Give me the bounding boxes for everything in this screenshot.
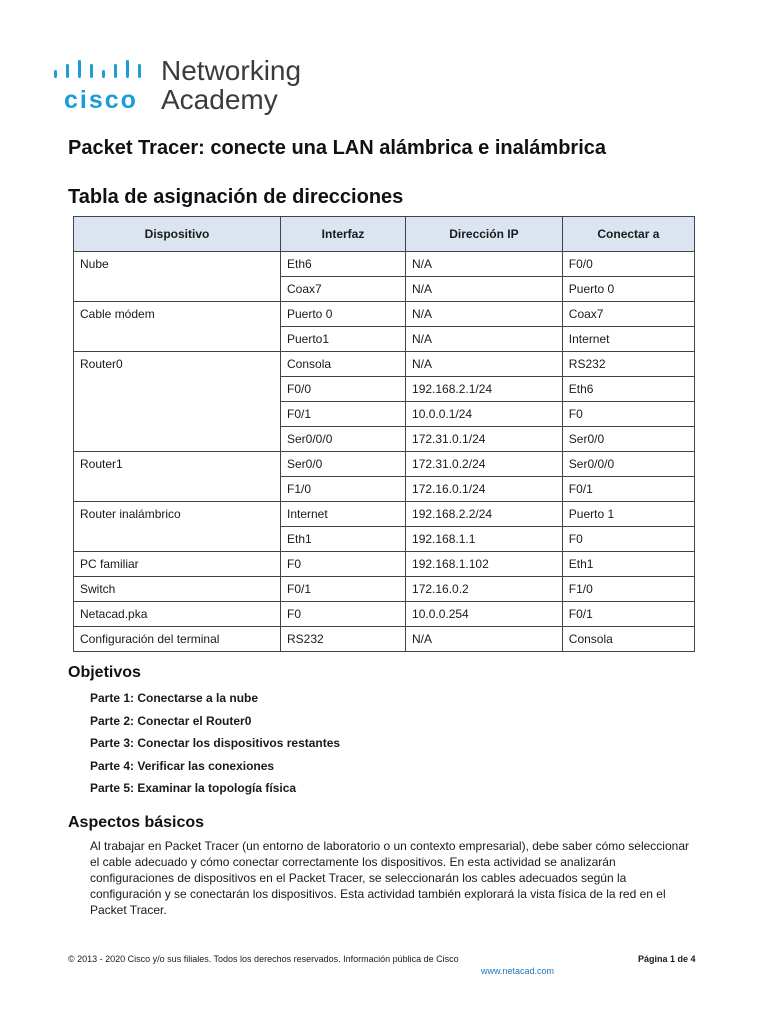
objective-item: Parte 3: Conectar los dispositivos restantes [90, 736, 341, 750]
cell-connect-to: Coax7 [562, 302, 694, 327]
cell-interface: Puerto 0 [281, 302, 406, 327]
cell-connect-to: F0/1 [562, 477, 694, 502]
cell-device: Router0 [74, 352, 281, 452]
objective-item: Parte 1: Conectarse a la nube [90, 691, 259, 705]
cell-connect-to: F0 [562, 527, 694, 552]
cell-connect-to: Puerto 0 [562, 277, 694, 302]
background-heading: Aspectos básicos [68, 814, 205, 831]
cell-device: Router inalámbrico [74, 502, 281, 552]
cell-ip: 192.168.2.1/24 [406, 377, 563, 402]
table-row [74, 352, 695, 377]
header-ip: Dirección IP [406, 217, 563, 252]
objectives-heading: Objetivos [68, 664, 141, 681]
cell-interface: Eth6 [281, 252, 406, 277]
cell-ip: 192.168.1.1 [406, 527, 563, 552]
table-row [74, 577, 695, 602]
cell-interface: Consola [281, 352, 406, 377]
background-paragraph: Al trabajar en Packet Tracer (un entorno de laboratorio o un contexto empresarial), debe saber cómo seleccionar el cable adecuado y cómo conectar correctamente los dispositivos. En esta actividad se analizarán configuraciones de dispositivos en el Packet Tracer, se seleccionarán los cables adecuados según la configuración y se conectarán los dispositivos. Esta actividad también explorará la vista física de la red en el Packet Tracer. [90, 839, 689, 917]
cell-ip: 10.0.0.1/24 [406, 402, 563, 427]
cell-connect-to: Eth6 [562, 377, 694, 402]
cell-connect-to: Eth1 [562, 552, 694, 577]
table-body [74, 252, 695, 652]
cell-ip: 172.31.0.1/24 [406, 427, 563, 452]
address-table [73, 216, 695, 652]
cell-connect-to: Ser0/0/0 [562, 452, 694, 477]
header-device: Dispositivo [74, 217, 281, 252]
table-row [74, 302, 695, 327]
cell-interface: Coax7 [281, 277, 406, 302]
cell-interface: F0/1 [281, 577, 406, 602]
cell-ip: 10.0.0.254 [406, 602, 563, 627]
cell-device: Switch [74, 577, 281, 602]
cell-interface: F0 [281, 602, 406, 627]
cell-connect-to: F1/0 [562, 577, 694, 602]
cell-device: Configuración del terminal [74, 627, 281, 652]
table-row [74, 252, 695, 277]
cell-device: Nube [74, 252, 281, 302]
table-heading: Tabla de asignación de direcciones [68, 186, 404, 208]
cell-interface: Ser0/0 [281, 452, 406, 477]
cell-interface: Puerto1 [281, 327, 406, 352]
footer-copyright: © 2013 - 2020 Cisco y/o sus filiales. Todos los derechos reservados. Información pública de Cisco [68, 954, 459, 964]
footer-netacad-link[interactable]: www.netacad.com [481, 966, 555, 976]
cell-ip: 172.31.0.2/24 [406, 452, 563, 477]
logo-text-line2: Academy [161, 84, 278, 115]
cell-interface: RS232 [281, 627, 406, 652]
cell-connect-to: Puerto 1 [562, 502, 694, 527]
cell-device: Cable módem [74, 302, 281, 352]
header-interface: Interfaz [281, 217, 406, 252]
objective-item: Parte 5: Examinar la topología física [90, 781, 297, 795]
cell-interface: F0 [281, 552, 406, 577]
table-row [74, 627, 695, 652]
cell-interface: F0/0 [281, 377, 406, 402]
cisco-bars-icon [52, 58, 146, 84]
document-title: Packet Tracer: conecte una LAN alámbrica e inalámbrica [68, 137, 607, 159]
cell-connect-to: F0/0 [562, 252, 694, 277]
cell-ip: N/A [406, 627, 563, 652]
cell-connect-to: RS232 [562, 352, 694, 377]
cell-ip: 172.16.0.1/24 [406, 477, 563, 502]
table-header-row [74, 217, 695, 252]
cell-ip: 192.168.1.102 [406, 552, 563, 577]
objective-item: Parte 2: Conectar el Router0 [90, 713, 252, 728]
header-connect-to: Conectar a [562, 217, 694, 252]
cisco-wordmark: cisco [64, 86, 138, 114]
cell-interface: Internet [281, 502, 406, 527]
cell-device: Netacad.pka [74, 602, 281, 627]
cell-interface: Ser0/0/0 [281, 427, 406, 452]
objective-item: Parte 4: Verificar las conexiones [90, 758, 275, 773]
cell-device: PC familiar [74, 552, 281, 577]
cell-connect-to: Internet [562, 327, 694, 352]
cell-connect-to: Consola [562, 627, 694, 652]
cell-ip: N/A [406, 252, 563, 277]
cell-ip: N/A [406, 302, 563, 327]
cell-ip: N/A [406, 277, 563, 302]
objectives-list [90, 690, 340, 803]
cell-device: Router1 [74, 452, 281, 502]
cell-connect-to: F0 [562, 402, 694, 427]
table-row [74, 502, 695, 527]
cell-connect-to: F0/1 [562, 602, 694, 627]
table-row [74, 602, 695, 627]
cell-ip: N/A [406, 327, 563, 352]
footer-page-number: Página 1 de 4 [638, 954, 696, 964]
cell-ip: 192.168.2.2/24 [406, 502, 563, 527]
logo-text-line1: Networking [161, 55, 302, 86]
cell-ip: 172.16.0.2 [406, 577, 563, 602]
cell-interface: F0/1 [281, 402, 406, 427]
cell-interface: Eth1 [281, 527, 406, 552]
table-row [74, 452, 695, 477]
cell-ip: N/A [406, 352, 563, 377]
table-row [74, 552, 695, 577]
cell-connect-to: Ser0/0 [562, 427, 694, 452]
cell-interface: F1/0 [281, 477, 406, 502]
